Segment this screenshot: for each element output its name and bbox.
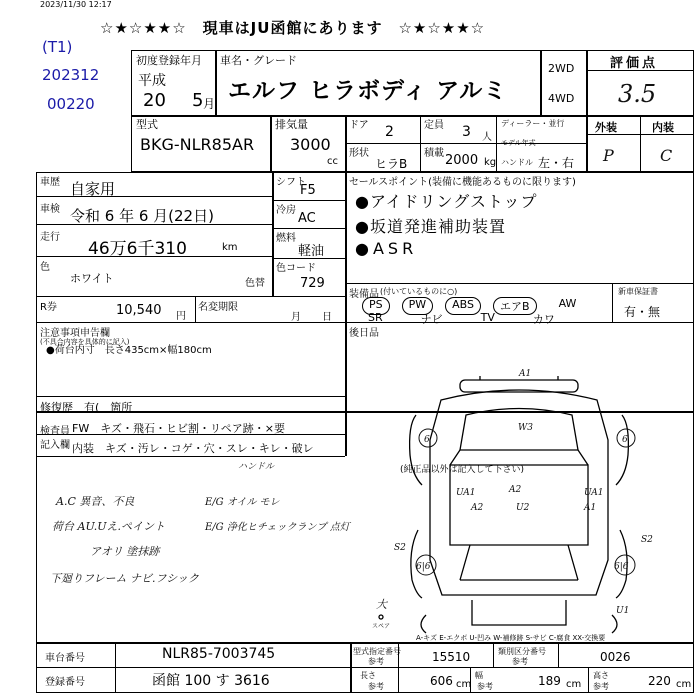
car-damage-diagram — [346, 360, 694, 643]
wd4: 4WD — [548, 92, 575, 105]
inspect-value: 令和 6 年 6 月(22日) — [70, 207, 214, 225]
mark-66-right: 6|6 — [614, 562, 629, 572]
hw-line-2: 荷台 AU.Uえ.ペイント — [52, 520, 165, 533]
ref-label-2: 参考 — [512, 657, 528, 666]
rating-label: 評価点 — [610, 56, 659, 71]
door-label: ドア — [349, 120, 369, 131]
mark-w3: W3 — [518, 423, 533, 433]
equip-label: 装備品 — [349, 289, 379, 300]
height-value: 220 — [648, 674, 671, 688]
timestamp: 2023/11/30 12:17 — [40, 0, 112, 9]
meigi-label: 名変期限 — [198, 302, 238, 313]
length-value: 606 — [430, 674, 453, 688]
inspect-label: 車検 — [40, 204, 60, 215]
rating-score: 3.5 — [618, 80, 657, 108]
equip-navi: ナビ — [420, 313, 443, 326]
mileage-value: 46万6千310 — [88, 239, 187, 259]
model-label: 車名・グレード — [220, 54, 297, 67]
spare-label: スペア — [372, 623, 391, 630]
reg-year: 20 — [143, 90, 166, 111]
fuel-value: 軽油 — [298, 244, 325, 259]
notes-note: (不具合内容を具体的に記入) — [40, 338, 130, 346]
hw-line-4: 下廻りフレーム ナビ.フシック — [50, 572, 199, 585]
type-no-value: 15510 — [432, 650, 471, 664]
length-unit: cm — [456, 679, 472, 690]
length-label: 長さ — [360, 671, 376, 680]
new-car-label: 新車保証書 — [618, 287, 658, 296]
load-label: 積載 — [424, 148, 444, 159]
equip-leather: カワ — [532, 313, 555, 326]
fuel-label: 燃料 — [276, 233, 296, 244]
shift-label: シフト — [276, 177, 306, 188]
mark-u1: U1 — [616, 606, 630, 616]
plate-label: 登録番号 — [45, 677, 85, 688]
mark-ua1-left: UA1 — [456, 488, 476, 498]
recycle-unit: 円 — [176, 311, 186, 322]
cap-value: 3 — [462, 124, 471, 140]
wd2: 2WD — [548, 62, 575, 75]
shape-value: ヒラB — [375, 157, 408, 171]
shape-label: 形状 — [349, 148, 369, 159]
equip-aw: AW — [558, 297, 577, 310]
mark-a1-top: A1 — [519, 369, 532, 379]
handle-label: ハンドル — [501, 158, 533, 167]
inspector-label-1: 検査員 — [40, 426, 70, 437]
new-car-value: 有・無 — [624, 305, 661, 319]
color-code-label: 色コード — [276, 263, 316, 274]
hist-value: 自家用 — [70, 180, 116, 198]
handle-note: ハンドル — [238, 462, 275, 472]
notes-label: 注意事項申告欄 — [40, 328, 110, 339]
disp-value: 3000 — [290, 135, 331, 154]
height-unit: cm — [676, 679, 692, 690]
type-no-label: 型式指定番号 — [353, 647, 401, 656]
equip-note: (付いているものに○) — [380, 287, 458, 296]
selling-label: セールスポイント(装備に機能あるものに限ります) — [349, 177, 576, 188]
banner: ☆★☆★★☆ 現車はJU函館にあります ☆★☆★★☆ — [100, 19, 486, 37]
selling-item-1: ●アイドリングストップ — [355, 192, 538, 211]
meigi-month: 月 — [291, 312, 301, 323]
equip-tv: TV — [480, 311, 495, 324]
hist-label: 車歴 — [40, 177, 60, 188]
selling-item-3: ●ASR — [355, 239, 418, 258]
mark-a2-left: A2 — [471, 503, 484, 513]
mark-ua1-right: UA1 — [584, 488, 604, 498]
class-value: 0026 — [600, 650, 631, 664]
mark-a2-mid: A2 — [509, 485, 522, 495]
ref-label-4: 参考 — [477, 682, 493, 691]
color-change-label: 色替 — [245, 278, 265, 289]
chassis-label: 車台番号 — [45, 653, 85, 664]
shift-value: F5 — [300, 183, 316, 198]
hw-right-1: E/G オイル モレ — [205, 497, 280, 508]
recycle-amount: 10,540 — [116, 303, 162, 318]
cap-label: 定員 — [424, 120, 444, 131]
reg-label: 初度登録年月 — [136, 54, 202, 67]
meigi-day: 日 — [322, 312, 332, 323]
reg-month: 5 — [192, 90, 204, 111]
handle-value: 左・右 — [538, 156, 575, 170]
equip-pw: PW — [402, 297, 434, 315]
model-year-label: モデル年式 — [501, 139, 536, 147]
hw-line-3: アオリ 塗抹跡 — [90, 545, 160, 558]
int-label: 内装 — [652, 121, 674, 134]
reg-month-unit: 月 — [203, 97, 216, 111]
inspect-row-1: FW キズ・飛石・ヒビ割・リペア跡・×要 — [72, 422, 285, 435]
reg-era: 平成 — [138, 73, 166, 89]
equip-row-2 — [368, 311, 555, 327]
mileage-label: 走行 — [40, 232, 60, 243]
load-value: 2000 — [445, 153, 479, 168]
equip-abs: ABS — [445, 297, 481, 315]
aircon-label: 冷房 — [276, 205, 296, 216]
ext-label: 外装 — [595, 121, 617, 134]
color-code-value: 729 — [300, 276, 325, 291]
mileage-unit: km — [222, 242, 238, 253]
ext-value: P — [603, 146, 614, 165]
plate-value: 函館 100 す 3616 — [152, 673, 270, 689]
type-value: BKG-NLR85AR — [140, 135, 255, 154]
mark-s2-left: S2 — [394, 543, 406, 553]
inspect-row-2: 内装 キズ・汚レ・コゲ・穴・スレ・キレ・破レ — [72, 442, 314, 455]
inspector-label-2: 記入欄 — [40, 440, 70, 451]
class-label: 類別区分番号 — [498, 647, 546, 656]
diagram-legend: (純正品以外は記入して下さい) — [400, 465, 525, 475]
mark-a1-right: A1 — [584, 503, 597, 513]
load-unit: kg — [484, 157, 497, 168]
equip-sr: SR — [368, 311, 383, 324]
hw-right-2: E/G 浄化ヒチェックランプ 点灯 — [205, 522, 350, 533]
recycle-label: R券 — [40, 302, 57, 313]
hw-line-1: A.C 異音、不良 — [56, 495, 135, 508]
tag-month: 202312 — [42, 66, 100, 84]
width-value: 189 — [538, 674, 561, 688]
model-name: エルフ ヒラボディ アルミ — [228, 78, 508, 104]
diagram-key: A-キズ E-エクボ U-凹み W-補修跡 S-サビ C-腐食 XX-交換要 — [416, 634, 606, 642]
tag-t1: (T1) — [42, 38, 73, 56]
mark-66-left: 6|6 — [416, 562, 431, 572]
color-value: ホワイト — [70, 272, 114, 285]
disp-label: 排気量 — [275, 118, 308, 131]
ref-label-3: 参考 — [368, 682, 384, 691]
doors-value: 2 — [385, 124, 394, 140]
chassis-value: NLR85-7003745 — [162, 646, 276, 662]
disp-unit: cc — [327, 156, 338, 167]
int-value: C — [660, 146, 673, 165]
mark-spare: 大 — [376, 598, 387, 611]
width-label: 幅 — [475, 671, 483, 680]
dealer-label: ディーラー・並行 — [501, 119, 565, 128]
width-unit: cm — [566, 679, 582, 690]
mark-6-left: 6 — [424, 435, 430, 445]
height-label: 高さ — [593, 671, 609, 680]
cap-unit: 人 — [482, 132, 492, 143]
mark-u2: U2 — [516, 503, 530, 513]
tag-number: 00220 — [47, 95, 95, 113]
equip-airbag: エアB — [493, 297, 537, 315]
color-label: 色 — [40, 262, 50, 273]
later-items-label: 後日品 — [349, 328, 379, 339]
aircon-value: AC — [298, 211, 316, 226]
mark-6-right: 6 — [622, 435, 628, 445]
ref-label-1: 参考 — [368, 657, 384, 666]
repair-history: 修復歴 有( 箇所 — [40, 401, 133, 414]
type-label: 型式 — [136, 118, 158, 131]
selling-item-2: ●坂道発進補助装置 — [355, 217, 506, 236]
cargo-note: ●荷台内寸 長さ435cm×幅180cm — [46, 345, 212, 356]
equip-ps: PS — [362, 297, 390, 315]
mark-s2-right: S2 — [641, 535, 653, 545]
ref-label-5: 参考 — [593, 682, 609, 691]
